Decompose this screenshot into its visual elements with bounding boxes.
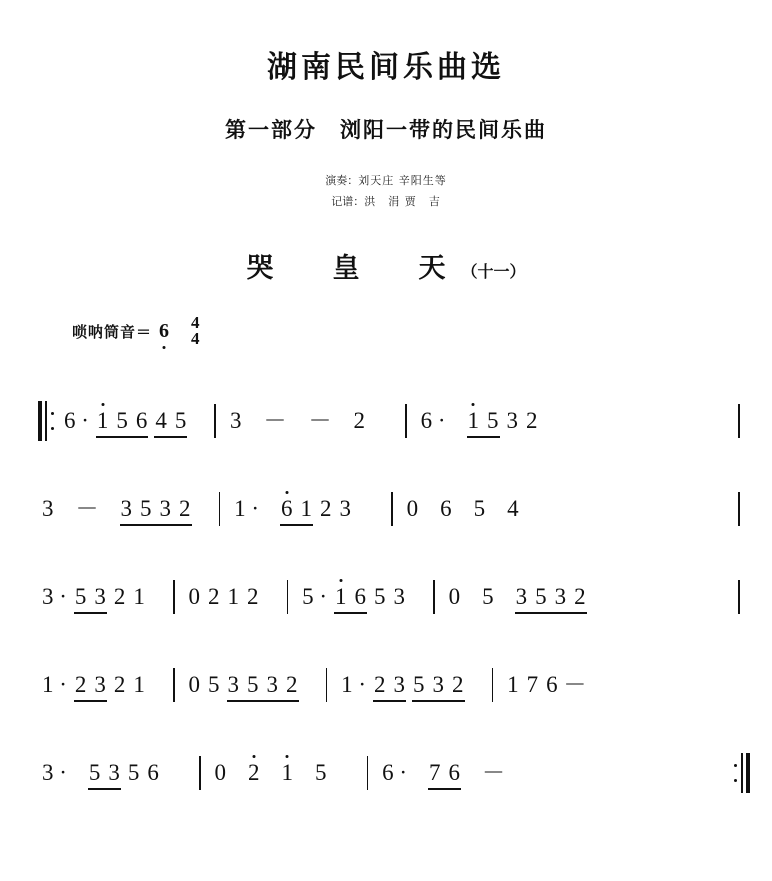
note: 2 xyxy=(113,672,126,697)
note: － xyxy=(75,496,99,521)
note: 3 · xyxy=(42,584,67,609)
measure xyxy=(38,498,195,520)
note: 6 xyxy=(277,498,297,520)
page-title: 湖南民间乐曲选 xyxy=(267,50,505,85)
note: 5 xyxy=(482,584,494,609)
credit-performer-label: 演奏： xyxy=(325,174,359,187)
credit-performer xyxy=(0,170,772,191)
barline xyxy=(326,668,328,702)
note: 0 xyxy=(188,584,201,609)
beamed-group xyxy=(512,586,590,608)
note: 6 xyxy=(135,408,148,433)
note: 1 xyxy=(227,584,240,609)
barline xyxy=(738,580,740,614)
note: 2 xyxy=(374,672,386,697)
beamed-group xyxy=(224,674,302,696)
note: 5 xyxy=(208,672,220,697)
measure xyxy=(503,674,590,696)
beamed-group xyxy=(425,762,464,784)
barline xyxy=(492,668,494,702)
repeat-start-barline-icon xyxy=(38,401,54,441)
note: 5 xyxy=(487,408,499,433)
barline xyxy=(433,580,435,614)
octave-up-dot-icon xyxy=(252,755,255,758)
note: 5 xyxy=(413,672,425,697)
note: 1 xyxy=(507,672,519,697)
note: 5 xyxy=(88,760,101,785)
note: 3 xyxy=(515,584,528,609)
note: 7 xyxy=(429,760,441,785)
note: － xyxy=(308,408,332,433)
credits-block xyxy=(0,170,772,212)
note: 3 xyxy=(227,672,240,697)
note: 3 xyxy=(230,408,242,433)
measure xyxy=(211,762,331,784)
barline xyxy=(738,492,740,526)
octave-up-dot-icon xyxy=(285,491,288,494)
note: 2 xyxy=(113,584,126,609)
note: 3 xyxy=(554,584,567,609)
note: 2 xyxy=(526,408,538,433)
note: 1 xyxy=(300,496,313,521)
barline xyxy=(219,492,221,526)
tune-title xyxy=(0,246,772,285)
note: 5 xyxy=(140,496,152,521)
note: － xyxy=(263,408,287,433)
octave-up-dot-icon xyxy=(472,403,475,406)
note: 6 · xyxy=(382,760,408,785)
note: 3 xyxy=(393,584,406,609)
barline xyxy=(391,492,393,526)
note: 2 xyxy=(574,584,586,609)
key-note xyxy=(159,320,169,343)
octave-up-dot-icon xyxy=(101,403,104,406)
measure xyxy=(298,586,409,608)
score-system xyxy=(38,465,750,553)
octave-up-dot-icon xyxy=(286,755,289,758)
barline xyxy=(738,404,740,438)
measure xyxy=(38,762,163,784)
score-system xyxy=(38,377,750,465)
note: 1 xyxy=(93,410,113,432)
note: 2 xyxy=(452,672,464,697)
note: 3 · xyxy=(42,760,67,785)
score-body xyxy=(0,377,772,817)
beamed-group xyxy=(117,498,195,520)
note: 0 xyxy=(214,760,227,785)
measure xyxy=(226,410,369,432)
note: 1 xyxy=(331,586,351,608)
note: 3 xyxy=(94,672,106,697)
score-system xyxy=(38,729,750,817)
credit-transcriber xyxy=(0,191,772,212)
beamed-group xyxy=(370,674,409,696)
measure xyxy=(38,674,149,696)
octave-down-dot-icon xyxy=(163,346,166,349)
note: 5 xyxy=(473,496,486,521)
note: 0 xyxy=(406,496,419,521)
time-signature-bottom: 4 xyxy=(191,329,200,348)
note: 1 · xyxy=(42,672,67,697)
note: 1 · xyxy=(234,496,260,521)
note: 3 xyxy=(42,496,54,521)
beamed-group xyxy=(71,674,110,696)
note: 1 xyxy=(133,584,145,609)
note: 3 xyxy=(108,760,120,785)
measure xyxy=(378,762,509,784)
measure xyxy=(38,586,149,608)
note: 6 · xyxy=(63,408,89,433)
performance-meta xyxy=(72,315,772,347)
beamed-group xyxy=(151,410,190,432)
credit-transcriber-label: 记谱： xyxy=(331,195,365,208)
note: 6 xyxy=(448,760,461,785)
note: 3 xyxy=(266,672,279,697)
measure xyxy=(185,674,302,696)
note: 2 xyxy=(353,408,365,433)
note: 5 xyxy=(116,408,128,433)
barline xyxy=(214,404,216,438)
note: 0 xyxy=(448,584,461,609)
credit-performer-value: 刘天庄 辛阳生等 xyxy=(358,174,447,187)
note: 5 xyxy=(535,584,547,609)
tune-variant: （十一） xyxy=(461,262,526,281)
measure xyxy=(417,410,542,432)
beamed-group xyxy=(93,410,152,432)
section-subtitle: 第一部分 浏阳一带的民间乐曲 xyxy=(225,118,547,142)
score-system xyxy=(38,553,750,641)
measure xyxy=(337,674,467,696)
measure xyxy=(230,498,355,520)
note: － xyxy=(482,760,506,785)
note: 2 xyxy=(247,584,259,609)
note: 3 xyxy=(506,408,519,433)
beamed-group xyxy=(331,586,370,608)
barline xyxy=(173,580,175,614)
note: 1 · xyxy=(341,672,367,697)
note: 5 xyxy=(74,584,87,609)
barline xyxy=(367,756,369,790)
note: 2 xyxy=(208,584,220,609)
note: 6 · xyxy=(420,408,446,433)
barline xyxy=(287,580,289,614)
note: 0 xyxy=(188,672,201,697)
beamed-group xyxy=(71,586,110,608)
barline xyxy=(173,668,175,702)
note: 1 xyxy=(278,762,298,784)
credit-transcriber-value: 洪 涓 贾 吉 xyxy=(364,195,441,208)
beamed-group xyxy=(85,762,124,784)
barline xyxy=(405,404,407,438)
time-signature xyxy=(191,315,200,347)
note: 1 xyxy=(133,672,145,697)
note: 3 xyxy=(120,496,132,521)
measure xyxy=(403,498,523,520)
tune-name: 哭 皇 天 xyxy=(246,253,462,284)
note: 6 xyxy=(354,584,367,609)
note: 3 xyxy=(339,496,352,521)
octave-up-dot-icon xyxy=(339,579,342,582)
note: 3 xyxy=(159,496,171,521)
note: 6 xyxy=(440,496,452,521)
note: 6 xyxy=(147,760,159,785)
key-note-value: 6 xyxy=(159,319,170,342)
repeat-end-barline-icon xyxy=(734,753,750,793)
note: 3 xyxy=(432,672,445,697)
measure xyxy=(60,410,190,432)
note: 2 xyxy=(320,496,332,521)
note: 7 xyxy=(526,672,539,697)
beamed-group xyxy=(464,410,503,432)
note: 4 xyxy=(155,408,167,433)
note: 2 xyxy=(244,762,264,784)
note: 3 xyxy=(393,672,406,697)
note: 5 xyxy=(127,760,140,785)
measure xyxy=(445,586,590,608)
note: 6 － xyxy=(546,672,587,697)
beamed-group xyxy=(277,498,316,520)
measure xyxy=(185,586,263,608)
beamed-group xyxy=(409,674,468,696)
note: 3 xyxy=(94,584,106,609)
note: 2 xyxy=(179,496,191,521)
note: 1 xyxy=(464,410,484,432)
note: 5 xyxy=(247,672,259,697)
note: 4 xyxy=(507,496,519,521)
note: 5 xyxy=(174,408,187,433)
sheet-music-page xyxy=(0,42,772,881)
time-signature-top: 4 xyxy=(191,313,200,332)
note: 5 xyxy=(315,760,327,785)
score-system xyxy=(38,641,750,729)
note: 2 xyxy=(286,672,298,697)
note: 2 xyxy=(74,672,87,697)
instrument-key-label: 唢呐筒音＝ xyxy=(72,322,153,341)
note: 5 xyxy=(374,584,386,609)
barline xyxy=(199,756,201,790)
note: 5 · xyxy=(302,584,328,609)
